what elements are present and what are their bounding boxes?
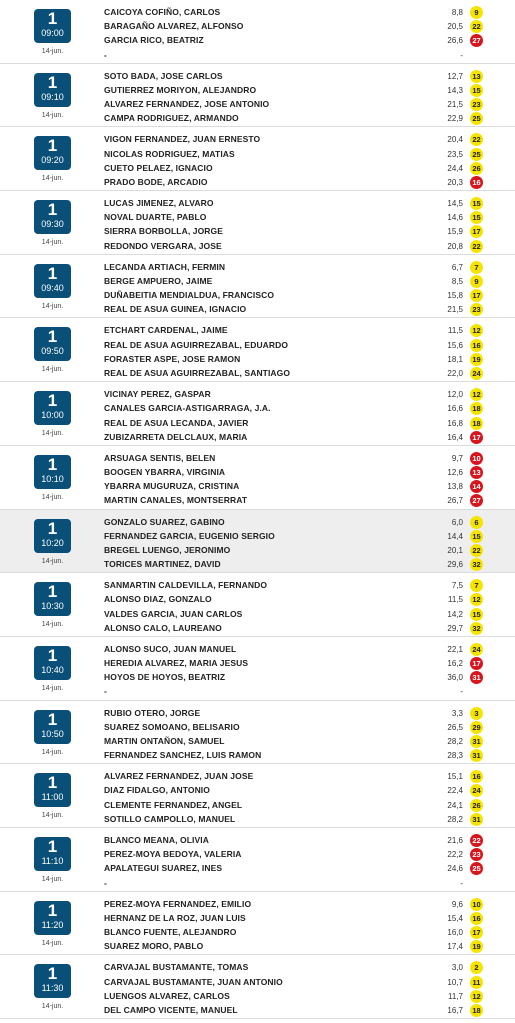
- tee-time: 10:40: [41, 664, 64, 675]
- playing-handicap-badge: 29: [470, 721, 483, 734]
- player-name: ALONSO SUCO, JUAN MANUEL: [104, 643, 237, 654]
- tee-time-group[interactable]: [0, 955, 515, 1019]
- tee-number: 1: [47, 836, 58, 856]
- player-name: PRADO BODE, ARCADIO: [104, 176, 208, 187]
- player-name: REAL DE ASUA AGUIRREZABAL, EDUARDO: [104, 339, 289, 350]
- playing-handicap-badge: 15: [470, 211, 483, 224]
- player-handicap: 16,8: [447, 418, 463, 428]
- player-handicap: 15,8: [447, 291, 463, 301]
- tee-time: 10:30: [41, 601, 64, 612]
- player-handicap: 9,7: [451, 453, 463, 463]
- tee-time: 09:40: [41, 282, 64, 293]
- playing-handicap-badge: 12: [470, 324, 483, 337]
- playing-handicap-badge: 31: [470, 749, 483, 762]
- tee-date: 14-jun.: [41, 430, 64, 438]
- playing-handicap-badge: 17: [470, 657, 483, 670]
- player-handicap: 7,5: [451, 581, 463, 591]
- player-name: CAICOYA COFIÑO, CARLOS: [104, 7, 221, 17]
- player-handicap: 21,6: [447, 835, 463, 845]
- tee-number: 1: [47, 582, 58, 602]
- player-handicap: 3,0: [451, 963, 463, 973]
- player-name: CUETO PELAEZ, IGNACIO: [104, 162, 213, 173]
- player-handicap: 14,3: [447, 85, 463, 95]
- player-name: NICOLAS RODRIGUEZ, MATIAS: [104, 148, 235, 159]
- tee-number: 1: [47, 709, 58, 729]
- playing-handicap-badge: 23: [470, 98, 483, 111]
- tee-time: 09:30: [41, 219, 64, 230]
- playing-handicap-badge: 31: [470, 813, 483, 826]
- player-name: PEREZ-MOYA FERNANDEZ, EMILIO: [104, 898, 252, 909]
- playing-handicap-badge: 22: [470, 133, 483, 146]
- player-name: ALONSO CALO, LAUREANO: [104, 622, 222, 633]
- tee-number: 1: [47, 136, 58, 156]
- player-name: SUAREZ MORO, PABLO: [104, 941, 204, 952]
- player-name: VIGON FERNANDEZ, JUAN ERNESTO: [104, 134, 261, 145]
- playing-handicap-badge: 26: [470, 799, 483, 812]
- tee-number: 1: [47, 72, 58, 92]
- tee-number: 1: [47, 454, 58, 474]
- player-handicap: 9,6: [451, 899, 463, 909]
- tee-time-group[interactable]: [0, 892, 515, 956]
- tee-date: 14-jun.: [41, 621, 64, 629]
- player-handicap: 24,6: [447, 864, 463, 874]
- tee-date: 14-jun.: [41, 1003, 64, 1011]
- playing-handicap-badge: 26: [470, 162, 483, 175]
- tee-time: 10:20: [41, 537, 64, 548]
- player-name: REDONDO VERGARA, JOSE: [104, 240, 222, 251]
- tee-time: 11:10: [41, 855, 64, 866]
- player-name: ALVAREZ FERNANDEZ, JUAN JOSE: [104, 771, 254, 782]
- tee-time-group[interactable]: [0, 318, 515, 382]
- playing-handicap-badge: 6: [470, 516, 483, 529]
- tee-time: 09:10: [41, 91, 64, 102]
- player-name: GUTIERREZ MORIYON, ALEJANDRO: [104, 84, 257, 95]
- player-name: DEL CAMPO VICENTE, MANUEL: [104, 1004, 238, 1015]
- playing-handicap-badge: 27: [470, 34, 483, 47]
- tee-badge: [34, 964, 71, 998]
- tee-date: 14-jun.: [41, 493, 64, 501]
- player-handicap: 6,7: [451, 262, 463, 272]
- tee-badge: [34, 327, 71, 361]
- player-name: ALVAREZ FERNANDEZ, JOSE ANTONIO: [104, 99, 270, 110]
- player-handicap: 8,8: [451, 8, 463, 17]
- playing-handicap-badge: 23: [470, 848, 483, 861]
- tee-date: 14-jun.: [41, 111, 64, 119]
- playing-handicap-badge: 24: [470, 784, 483, 797]
- tee-date: 14-jun.: [41, 366, 64, 374]
- tee-badge: [34, 200, 71, 234]
- player-name: DUÑABEITIA MENDIALDUA, FRANCISCO: [104, 290, 275, 301]
- tee-date: 14-jun.: [41, 239, 64, 247]
- playing-handicap-badge: 19: [470, 940, 483, 953]
- tee-time: 11:20: [41, 919, 64, 930]
- player-name: REAL DE ASUA LECANDA, JAVIER: [104, 417, 249, 428]
- tee-badge: [34, 773, 71, 807]
- player-name: HERNANZ DE LA ROZ, JUAN LUIS: [104, 912, 246, 923]
- playing-handicap-badge: 10: [470, 452, 483, 465]
- playing-handicap-badge: 19: [470, 353, 483, 366]
- player-name: SUAREZ SOMOANO, BELISARIO: [104, 721, 240, 732]
- tee-time: 10:00: [41, 410, 64, 421]
- player-name: BREGEL LUENGO, JERONIMO: [104, 544, 231, 555]
- tee-time-group[interactable]: [0, 637, 515, 701]
- playing-handicap-badge: 10: [470, 898, 483, 911]
- tee-time-group[interactable]: [0, 573, 515, 637]
- playing-handicap-badge: 32: [470, 558, 483, 571]
- player-handicap: 8,5: [451, 276, 463, 286]
- player-handicap: 23,5: [447, 149, 463, 159]
- player-handicap: 26,7: [447, 496, 463, 506]
- tee-date: 14-jun.: [41, 175, 64, 183]
- tee-time: 10:10: [41, 473, 64, 484]
- player-name: YBARRA MUGURUZA, CRISTINA: [104, 481, 240, 492]
- player-name: LECANDA ARTIACH, FERMIN: [104, 261, 226, 272]
- player-handicap: 36,0: [447, 673, 463, 683]
- playing-handicap-badge: 9: [470, 275, 483, 288]
- player-handicap: -: [460, 878, 463, 888]
- tee-badge: [34, 519, 71, 553]
- playing-handicap-badge: 12: [470, 990, 483, 1003]
- player-handicap: 15,9: [447, 227, 463, 237]
- player-handicap: 28,3: [447, 751, 463, 761]
- player-name: MARTIN CANALES, MONTSERRAT: [104, 495, 248, 506]
- player-handicap: 29,7: [447, 623, 463, 633]
- playing-handicap-badge: 17: [470, 289, 483, 302]
- playing-handicap-badge: 22: [470, 544, 483, 557]
- player-handicap: 29,6: [447, 560, 463, 570]
- player-handicap: 3,3: [451, 708, 463, 718]
- player-handicap: 10,7: [447, 977, 463, 987]
- playing-handicap-badge: 9: [470, 6, 483, 19]
- tee-time-group[interactable]: [0, 191, 515, 255]
- tee-date: 14-jun.: [41, 684, 64, 692]
- tee-badge: [34, 901, 71, 935]
- tee-number: 1: [47, 773, 58, 793]
- playing-handicap-badge: 16: [470, 339, 483, 352]
- player-handicap: 20,3: [447, 177, 463, 187]
- player-handicap: 16,4: [447, 432, 463, 442]
- player-name: CLEMENTE FERNANDEZ, ANGEL: [104, 799, 243, 810]
- playing-handicap-badge: 23: [470, 303, 483, 316]
- player-handicap: 16,2: [447, 659, 463, 669]
- player-name: HOYOS DE HOYOS, BEATRIZ: [104, 672, 226, 683]
- player-handicap: 20,4: [447, 135, 463, 145]
- player-name: -: [104, 877, 107, 888]
- playing-handicap-badge: 24: [470, 367, 483, 380]
- player-handicap: 13,8: [447, 482, 463, 492]
- player-handicap: 18,1: [447, 354, 463, 364]
- player-name: PEREZ-MOYA BEDOYA, VALERIA: [104, 849, 242, 860]
- player-name: ZUBIZARRETA DELCLAUX, MARIA: [104, 431, 248, 442]
- player-handicap: 11,5: [448, 326, 463, 336]
- player-name: LUENGOS ALVAREZ, CARLOS: [104, 990, 230, 1001]
- player-handicap: -: [460, 50, 463, 60]
- player-name: -: [104, 686, 107, 697]
- player-handicap: 15,1: [447, 772, 463, 782]
- player-name: BOOGEN YBARRA, VIRGINIA: [104, 467, 226, 477]
- playing-handicap-badge: 18: [470, 1004, 483, 1017]
- tee-date: 14-jun.: [41, 302, 64, 310]
- tee-time-group[interactable]: [0, 510, 515, 574]
- playing-handicap-badge: 25: [470, 862, 483, 875]
- player-name: REAL DE ASUA AGUIRREZABAL, SANTIAGO: [104, 368, 291, 379]
- player-handicap: 22,9: [447, 114, 463, 124]
- player-name: VALDES GARCIA, JUAN CARLOS: [104, 608, 243, 619]
- tee-time: 11:30: [41, 983, 64, 994]
- player-name: SANMARTIN CALDEVILLA, FERNANDO: [104, 580, 268, 591]
- player-handicap: 21,5: [447, 100, 463, 110]
- player-name: VICINAY PEREZ, GASPAR: [104, 389, 211, 400]
- tee-badge: [34, 710, 71, 744]
- tee-badge: [34, 264, 71, 298]
- playing-handicap-badge: 16: [470, 912, 483, 925]
- tee-time: 11:00: [41, 792, 64, 803]
- tee-badge: [34, 837, 71, 871]
- playing-handicap-badge: 15: [470, 530, 483, 543]
- tee-time-group[interactable]: [0, 64, 515, 128]
- tee-time-group[interactable]: [0, 127, 515, 191]
- tee-number: 1: [47, 200, 58, 220]
- player-name: BLANCO FUENTE, ALEJANDRO: [104, 927, 237, 938]
- player-handicap: 15,6: [447, 340, 463, 350]
- playing-handicap-badge: 2: [470, 961, 483, 974]
- playing-handicap-badge: 7: [470, 261, 483, 274]
- player-handicap: 16,7: [447, 1005, 463, 1015]
- tee-time-group[interactable]: [0, 382, 515, 446]
- player-handicap: 21,5: [447, 305, 463, 315]
- player-name: HEREDIA ALVAREZ, MARIA JESUS: [104, 658, 249, 669]
- tee-number: 1: [47, 964, 58, 984]
- player-handicap: 12,0: [447, 390, 463, 400]
- player-name: APALATEGUI SUAREZ, INES: [104, 863, 223, 874]
- player-handicap: 17,4: [447, 942, 463, 952]
- tee-number: 1: [47, 518, 58, 538]
- player-name: CANALES GARCIA-ASTIGARRAGA, J.A.: [104, 403, 271, 414]
- playing-handicap-badge: 12: [470, 388, 483, 401]
- player-handicap: 26,6: [447, 36, 463, 46]
- player-name: MARTIN ONTAÑON, SAMUEL: [104, 735, 225, 746]
- player-handicap: 12,6: [447, 468, 463, 477]
- playing-handicap-badge: 12: [470, 593, 483, 606]
- playing-handicap-badge: 18: [470, 417, 483, 430]
- tee-number: 1: [47, 327, 58, 347]
- tee-date: 14-jun.: [41, 812, 64, 820]
- playing-handicap-badge: 17: [470, 926, 483, 939]
- player-name: FORASTER ASPE, JOSE RAMON: [104, 353, 241, 364]
- player-name: RUBIO OTERO, JORGE: [104, 707, 201, 718]
- player-name: SOTO BADA, JOSE CARLOS: [104, 70, 223, 81]
- tee-badge: [34, 582, 71, 616]
- player-name: REAL DE ASUA GUINEA, IGNACIO: [104, 304, 247, 315]
- player-handicap: 12,7: [447, 71, 463, 81]
- player-handicap: -: [460, 687, 463, 697]
- player-handicap: 22,1: [447, 644, 463, 654]
- player-handicap: 14,4: [447, 531, 463, 541]
- player-name: GONZALO SUAREZ, GABINO: [104, 516, 225, 527]
- tee-date: 14-jun.: [41, 875, 64, 883]
- playing-handicap-badge: 25: [470, 148, 483, 161]
- playing-handicap-badge: 7: [470, 579, 483, 592]
- tee-time-group[interactable]: [0, 701, 515, 765]
- playing-handicap-badge: 15: [470, 197, 483, 210]
- tee-time-group[interactable]: [0, 764, 515, 828]
- tee-time: 10:50: [41, 728, 64, 739]
- tee-badge: [34, 455, 71, 489]
- player-handicap: 20,8: [447, 241, 463, 251]
- tee-time-group[interactable]: [0, 828, 515, 892]
- player-name: ETCHART CARDENAL, JAIME: [104, 325, 228, 336]
- playing-handicap-badge: 16: [470, 176, 483, 189]
- tee-badge: [34, 391, 71, 425]
- playing-handicap-badge: 32: [470, 622, 483, 635]
- player-name: CARVAJAL BUSTAMANTE, JUAN ANTONIO: [104, 976, 283, 987]
- playing-handicap-badge: 13: [470, 70, 483, 83]
- player-name: DIAZ FIDALGO, ANTONIO: [104, 785, 210, 796]
- player-name: BARAGAÑO ALVAREZ, ALFONSO: [104, 21, 244, 32]
- tee-time: 09:20: [41, 155, 64, 166]
- player-handicap: 15,4: [447, 913, 463, 923]
- tee-badge: [34, 9, 71, 43]
- player-name: GARCIA RICO, BEATRIZ: [104, 35, 204, 46]
- tee-date: 14-jun.: [41, 748, 64, 756]
- player-name: CAMPA RODRIGUEZ, ARMANDO: [104, 113, 239, 124]
- player-handicap: 11,5: [448, 595, 463, 605]
- playing-handicap-badge: 14: [470, 480, 483, 493]
- playing-handicap-badge: 22: [470, 834, 483, 847]
- tee-badge: [34, 73, 71, 107]
- player-name: BLANCO MEANA, OLIVIA: [104, 834, 209, 845]
- player-name: SOTILLO CAMPOLLO, MANUEL: [104, 813, 236, 824]
- playing-handicap-badge: 11: [470, 976, 483, 989]
- player-handicap: 20,1: [447, 545, 463, 555]
- player-name: ARSUAGA SENTIS, BELEN: [104, 452, 216, 463]
- player-handicap: 14,6: [447, 213, 463, 223]
- player-handicap: 24,1: [447, 800, 463, 810]
- tee-date: 14-jun.: [41, 48, 64, 55]
- playing-handicap-badge: 18: [470, 402, 483, 415]
- player-handicap: 20,5: [447, 22, 463, 32]
- tee-number: 1: [47, 263, 58, 283]
- player-handicap: 22,0: [447, 369, 463, 379]
- player-handicap: 22,4: [447, 786, 463, 796]
- playing-handicap-badge: 22: [470, 240, 483, 253]
- player-handicap: 11,7: [448, 991, 463, 1001]
- player-name: BERGE AMPUERO, JAIME: [104, 275, 213, 286]
- playing-handicap-badge: 25: [470, 112, 483, 125]
- player-name: NOVAL DUARTE, PABLO: [104, 212, 207, 223]
- player-name: SIERRA BORBOLLA, JORGE: [104, 226, 224, 237]
- playing-handicap-badge: 17: [470, 431, 483, 444]
- player-handicap: 14,5: [447, 199, 463, 209]
- player-name: FERNANDEZ SANCHEZ, LUIS RAMON: [104, 750, 262, 761]
- player-handicap: 24,4: [447, 163, 463, 173]
- tee-time: 09:00: [41, 28, 64, 38]
- player-handicap: 28,2: [447, 814, 463, 824]
- tee-time-group[interactable]: [0, 255, 515, 319]
- player-name: -: [104, 49, 107, 60]
- playing-handicap-badge: 27: [470, 494, 483, 507]
- player-handicap: 14,2: [447, 609, 463, 619]
- tee-number: 1: [47, 900, 58, 920]
- tee-badge: [34, 646, 71, 680]
- tee-time-group[interactable]: [0, 446, 515, 510]
- playing-handicap-badge: 15: [470, 84, 483, 97]
- player-name: ALONSO DIAZ, GONZALO: [104, 594, 212, 605]
- player-handicap: 26,5: [447, 722, 463, 732]
- playing-handicap-badge: 17: [470, 225, 483, 238]
- player-handicap: 28,2: [447, 736, 463, 746]
- tee-badge: [34, 136, 71, 170]
- player-handicap: 6,0: [451, 517, 463, 527]
- tee-number: 1: [47, 645, 58, 665]
- player-handicap: 16,6: [447, 404, 463, 414]
- player-name: LUCAS JIMENEZ, ALVARO: [104, 198, 214, 209]
- player-name: CARVAJAL BUSTAMANTE, TOMAS: [104, 962, 249, 973]
- playing-handicap-badge: 13: [470, 466, 483, 479]
- tee-time: 09:50: [41, 346, 64, 357]
- tee-date: 14-jun.: [41, 939, 64, 947]
- tee-number: 1: [47, 391, 58, 411]
- tee-date: 14-jun.: [41, 557, 64, 565]
- playing-handicap-badge: 16: [470, 770, 483, 783]
- playing-handicap-badge: 3: [470, 707, 483, 720]
- playing-handicap-badge: 15: [470, 608, 483, 621]
- tee-number: 1: [47, 9, 58, 28]
- player-handicap: 22,2: [447, 850, 463, 860]
- tee-time-group[interactable]: [0, 0, 515, 64]
- player-handicap: 16,0: [447, 928, 463, 938]
- player-name: TORICES MARTINEZ, DAVID: [104, 559, 221, 570]
- playing-handicap-badge: 31: [470, 735, 483, 748]
- player-name: FERNANDEZ GARCIA, EUGENIO SERGIO: [104, 530, 275, 541]
- playing-handicap-badge: 31: [470, 671, 483, 684]
- playing-handicap-badge: 22: [470, 20, 483, 33]
- playing-handicap-badge: 24: [470, 643, 483, 656]
